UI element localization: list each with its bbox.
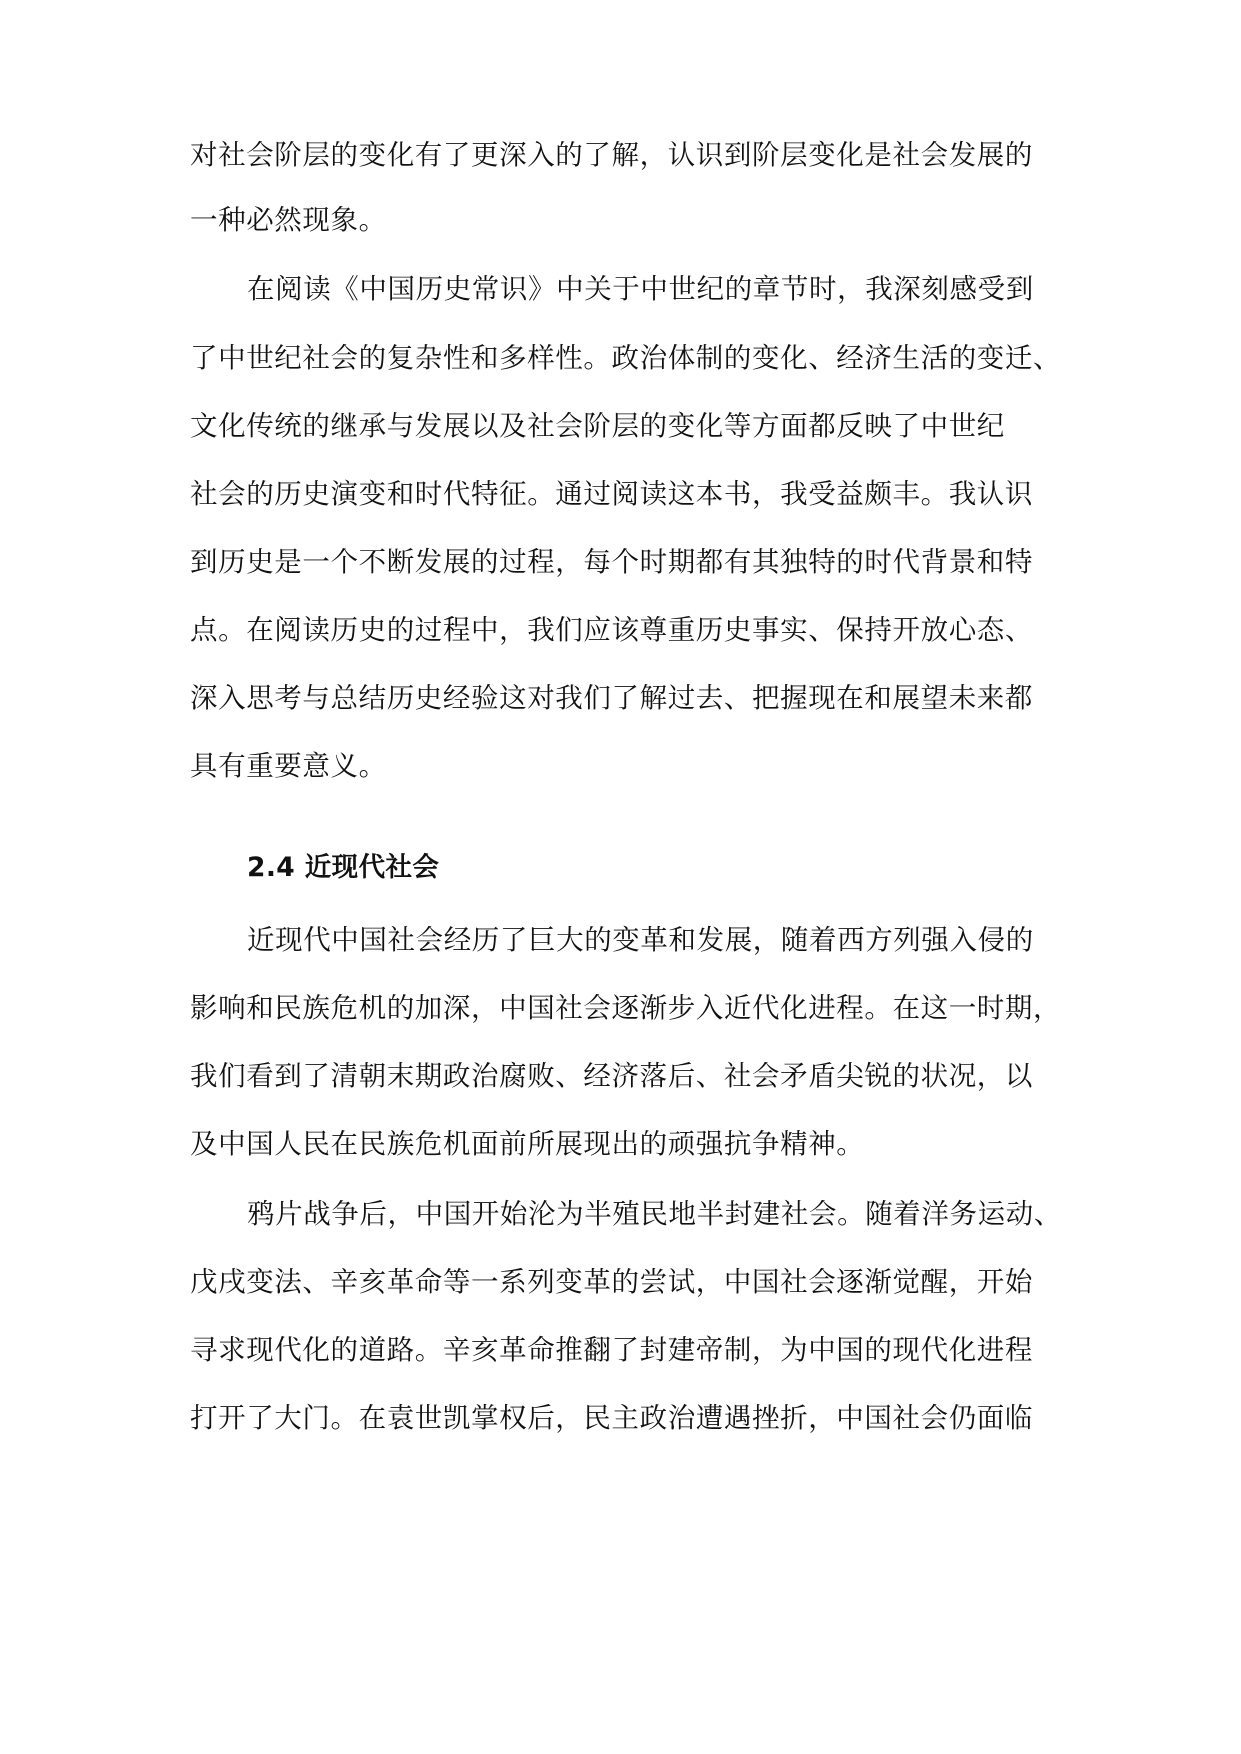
text-line: 到历史是一个不断发展的过程，每个时期都有其独特的时代背景和特 [190, 546, 1033, 578]
text-line: 近现代中国社会经历了巨大的变革和发展，随着西方列强入侵的 [247, 924, 1034, 956]
text-line: 点。在阅读历史的过程中，我们应该尊重历史事实、保持开放心态、 [190, 614, 1033, 646]
text-line: 深入思考与总结历史经验这对我们了解过去、把握现在和展望未来都 [190, 682, 1033, 714]
text-line: 影响和民族危机的加深，中国社会逐渐步入近代化进程。在这一时期， [190, 992, 1062, 1024]
text-line: 社会的历史演变和时代特征。通过阅读这本书，我受益颇丰。我认识 [190, 478, 1033, 510]
text-line: 文化传统的继承与发展以及社会阶层的变化等方面都反映了中世纪 [190, 410, 1005, 442]
text-line: 寻求现代化的道路。辛亥革命推翻了封建帝制，为中国的现代化进程 [190, 1334, 1033, 1366]
section-heading: 2.4 近现代社会 [247, 852, 440, 883]
text-line: 打开了大门。在袁世凯掌权后，民主政治遭遇挫折，中国社会仍面临 [190, 1402, 1033, 1434]
text-line: 及中国人民在民族危机面前所展现出的顽强抗争精神。 [190, 1128, 865, 1160]
text-line: 具有重要意义。 [190, 750, 387, 782]
text-line: 一种必然现象。 [190, 204, 387, 236]
text-line: 我们看到了清朝末期政治腐败、经济落后、社会矛盾尖锐的状况，以 [190, 1060, 1033, 1092]
text-line: 了中世纪社会的复杂性和多样性。政治体制的变化、经济生活的变迁、 [190, 342, 1062, 374]
text-line: 鸦片战争后，中国开始沦为半殖民地半封建社会。随着洋务运动、 [247, 1198, 1062, 1230]
text-line: 戊戌变法、辛亥革命等一系列变革的尝试，中国社会逐渐觉醒，开始 [190, 1266, 1033, 1298]
text-line: 在阅读《中国历史常识》中关于中世纪的章节时，我深刻感受到 [247, 273, 1034, 305]
text-line: 对社会阶层的变化有了更深入的了解，认识到阶层变化是社会发展的 [190, 139, 1033, 171]
